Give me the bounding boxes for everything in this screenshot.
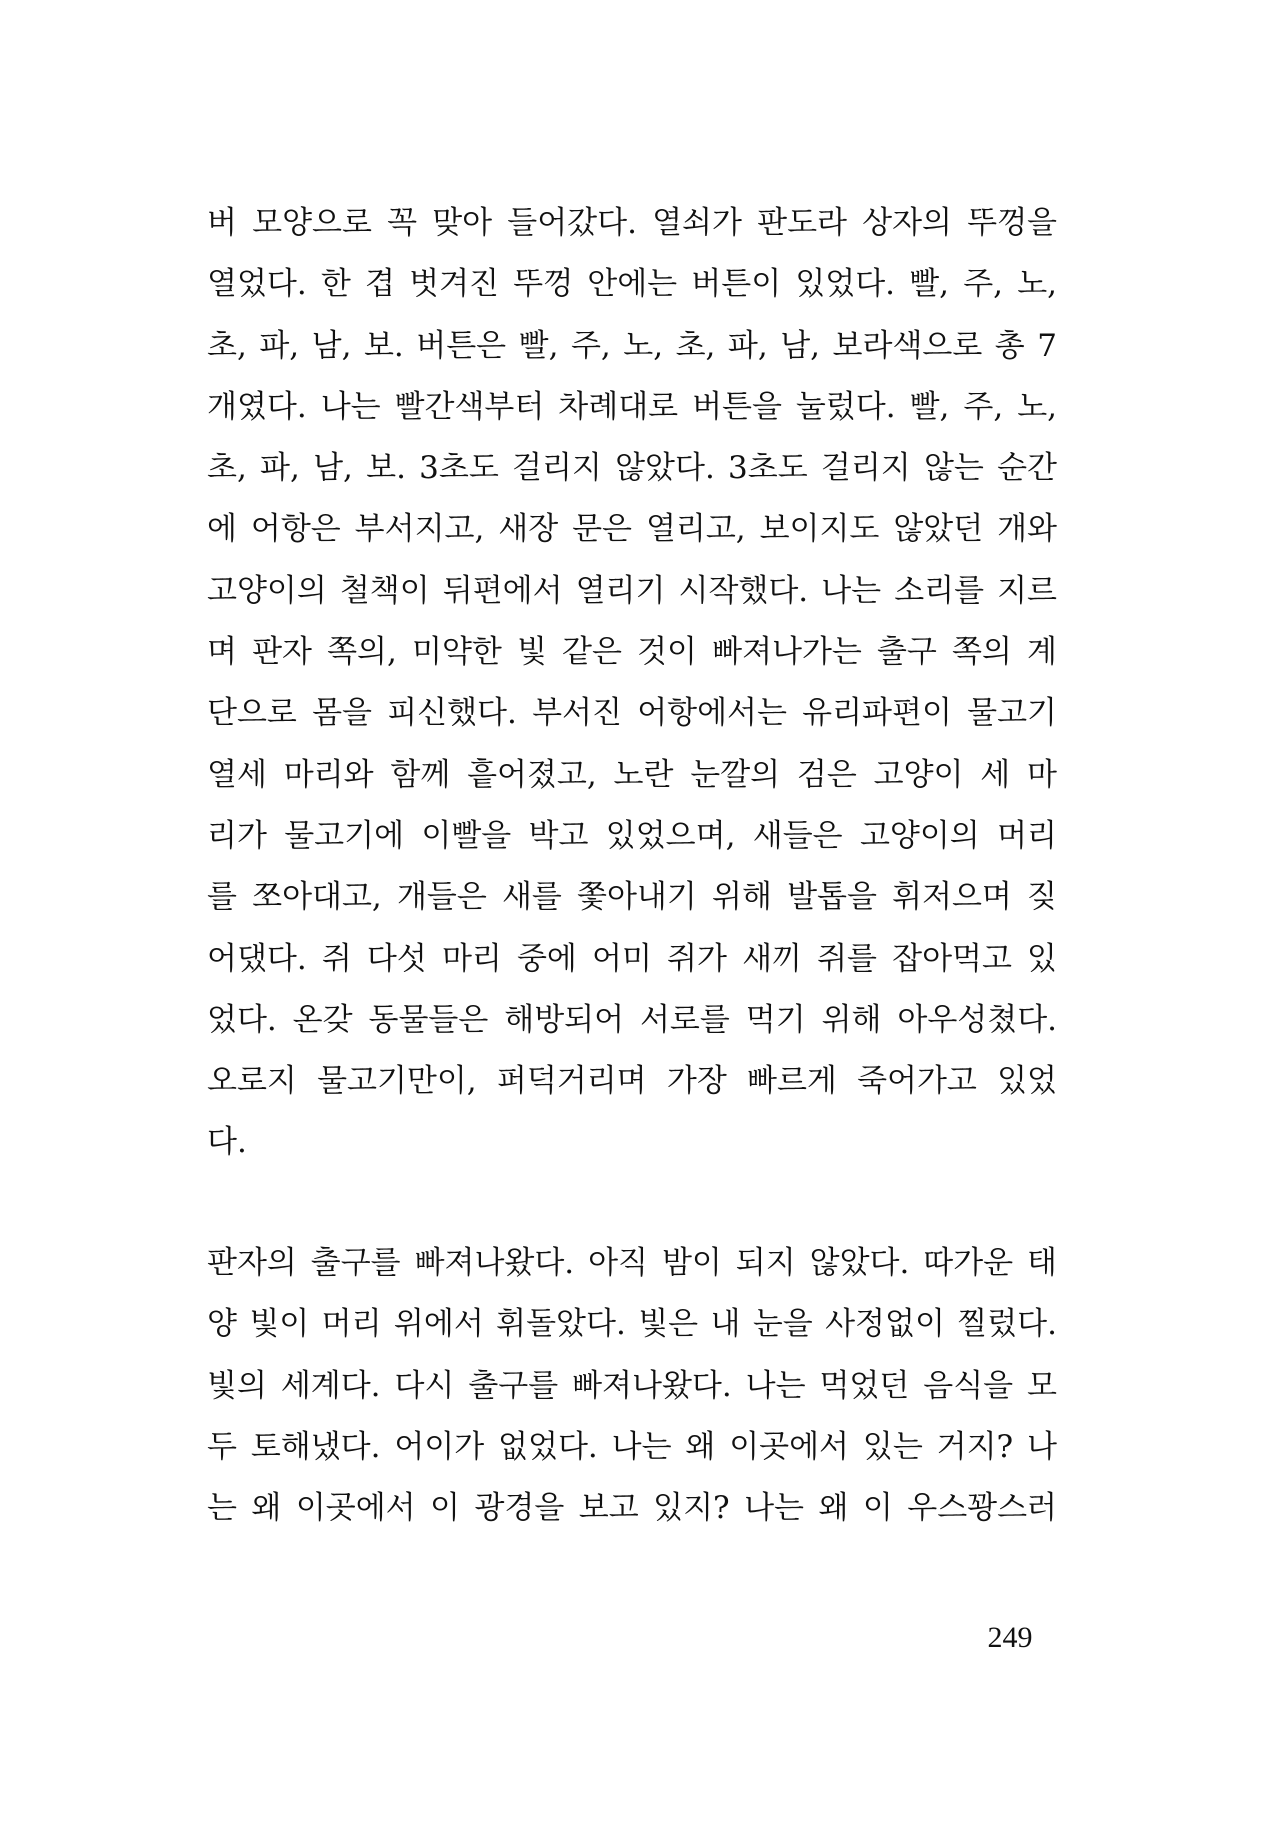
text-line: 에 어항은 부서지고, 새장 문은 열리고, 보이지도 않았던 개와 xyxy=(207,511,1057,548)
text-line: 는 왜 이곳에서 이 광경을 보고 있지? 나는 왜 이 우스꽝스러 xyxy=(207,1490,1057,1527)
text-line: 어댔다. 쥐 다섯 마리 중에 어미 쥐가 새끼 쥐를 잡아먹고 있 xyxy=(207,940,1057,977)
text-line: 개였다. 나는 빨간색부터 차례대로 버튼을 눌렀다. 빨, 주, 노, xyxy=(207,388,1057,425)
text-line: 판자의 출구를 빠져나왔다. 아직 밤이 되지 않았다. 따가운 태 xyxy=(207,1245,1057,1281)
text-line: 단으로 몸을 피신했다. 부서진 어항에서는 유리파편이 물고기 xyxy=(207,695,1057,732)
text-line: 고양이의 철책이 뒤편에서 열리기 시작했다. 나는 소리를 지르 xyxy=(207,572,1057,609)
paragraph-1 xyxy=(207,193,1057,1174)
text-line: 열세 마리와 함께 흩어졌고, 노란 눈깔의 검은 고양이 세 마 xyxy=(207,756,1057,793)
text-line: 버 모양으로 꼭 맞아 들어갔다. 열쇠가 판도라 상자의 뚜껑을 xyxy=(207,205,1057,241)
text-line: 열었다. 한 겹 벗겨진 뚜껑 안에는 버튼이 있었다. 빨, 주, 노, xyxy=(207,266,1057,303)
text-line: 며 판자 쪽의, 미약한 빛 같은 것이 빠져나가는 출구 쪽의 계 xyxy=(207,634,1057,671)
text-line: 초, 파, 남, 보. 버튼은 빨, 주, 노, 초, 파, 남, 보라색으로 총 7 xyxy=(207,327,1057,364)
text-line: 초, 파, 남, 보. 3초도 걸리지 않았다. 3초도 걸리지 않는 순간 xyxy=(207,450,1057,487)
paragraph-2 xyxy=(207,1233,1057,1539)
text-line: 빛의 세계다. 다시 출구를 빠져나왔다. 나는 먹었던 음식을 모 xyxy=(207,1367,1057,1404)
text-line: 오로지 물고기만이, 퍼덕거리며 가장 빠르게 죽어가고 있었 xyxy=(207,1063,1057,1100)
page-number: 249 xyxy=(987,1621,1033,1654)
text-line: 리가 물고기에 이빨을 박고 있었으며, 새들은 고양이의 머리 xyxy=(207,817,1057,854)
text-line: 양 빛이 머리 위에서 휘돌았다. 빛은 내 눈을 사정없이 찔렀다. xyxy=(207,1306,1057,1343)
text-line: 를 쪼아대고, 개들은 새를 쫓아내기 위해 발톱을 휘저으며 짖 xyxy=(207,879,1057,916)
text-line: 두 토해냈다. 어이가 없었다. 나는 왜 이곳에서 있는 거지? 나 xyxy=(207,1428,1057,1465)
text-line: 었다. 온갖 동물들은 해방되어 서로를 먹기 위해 아우성쳤다. xyxy=(207,1001,1057,1038)
text-line: 다. xyxy=(207,1124,247,1161)
